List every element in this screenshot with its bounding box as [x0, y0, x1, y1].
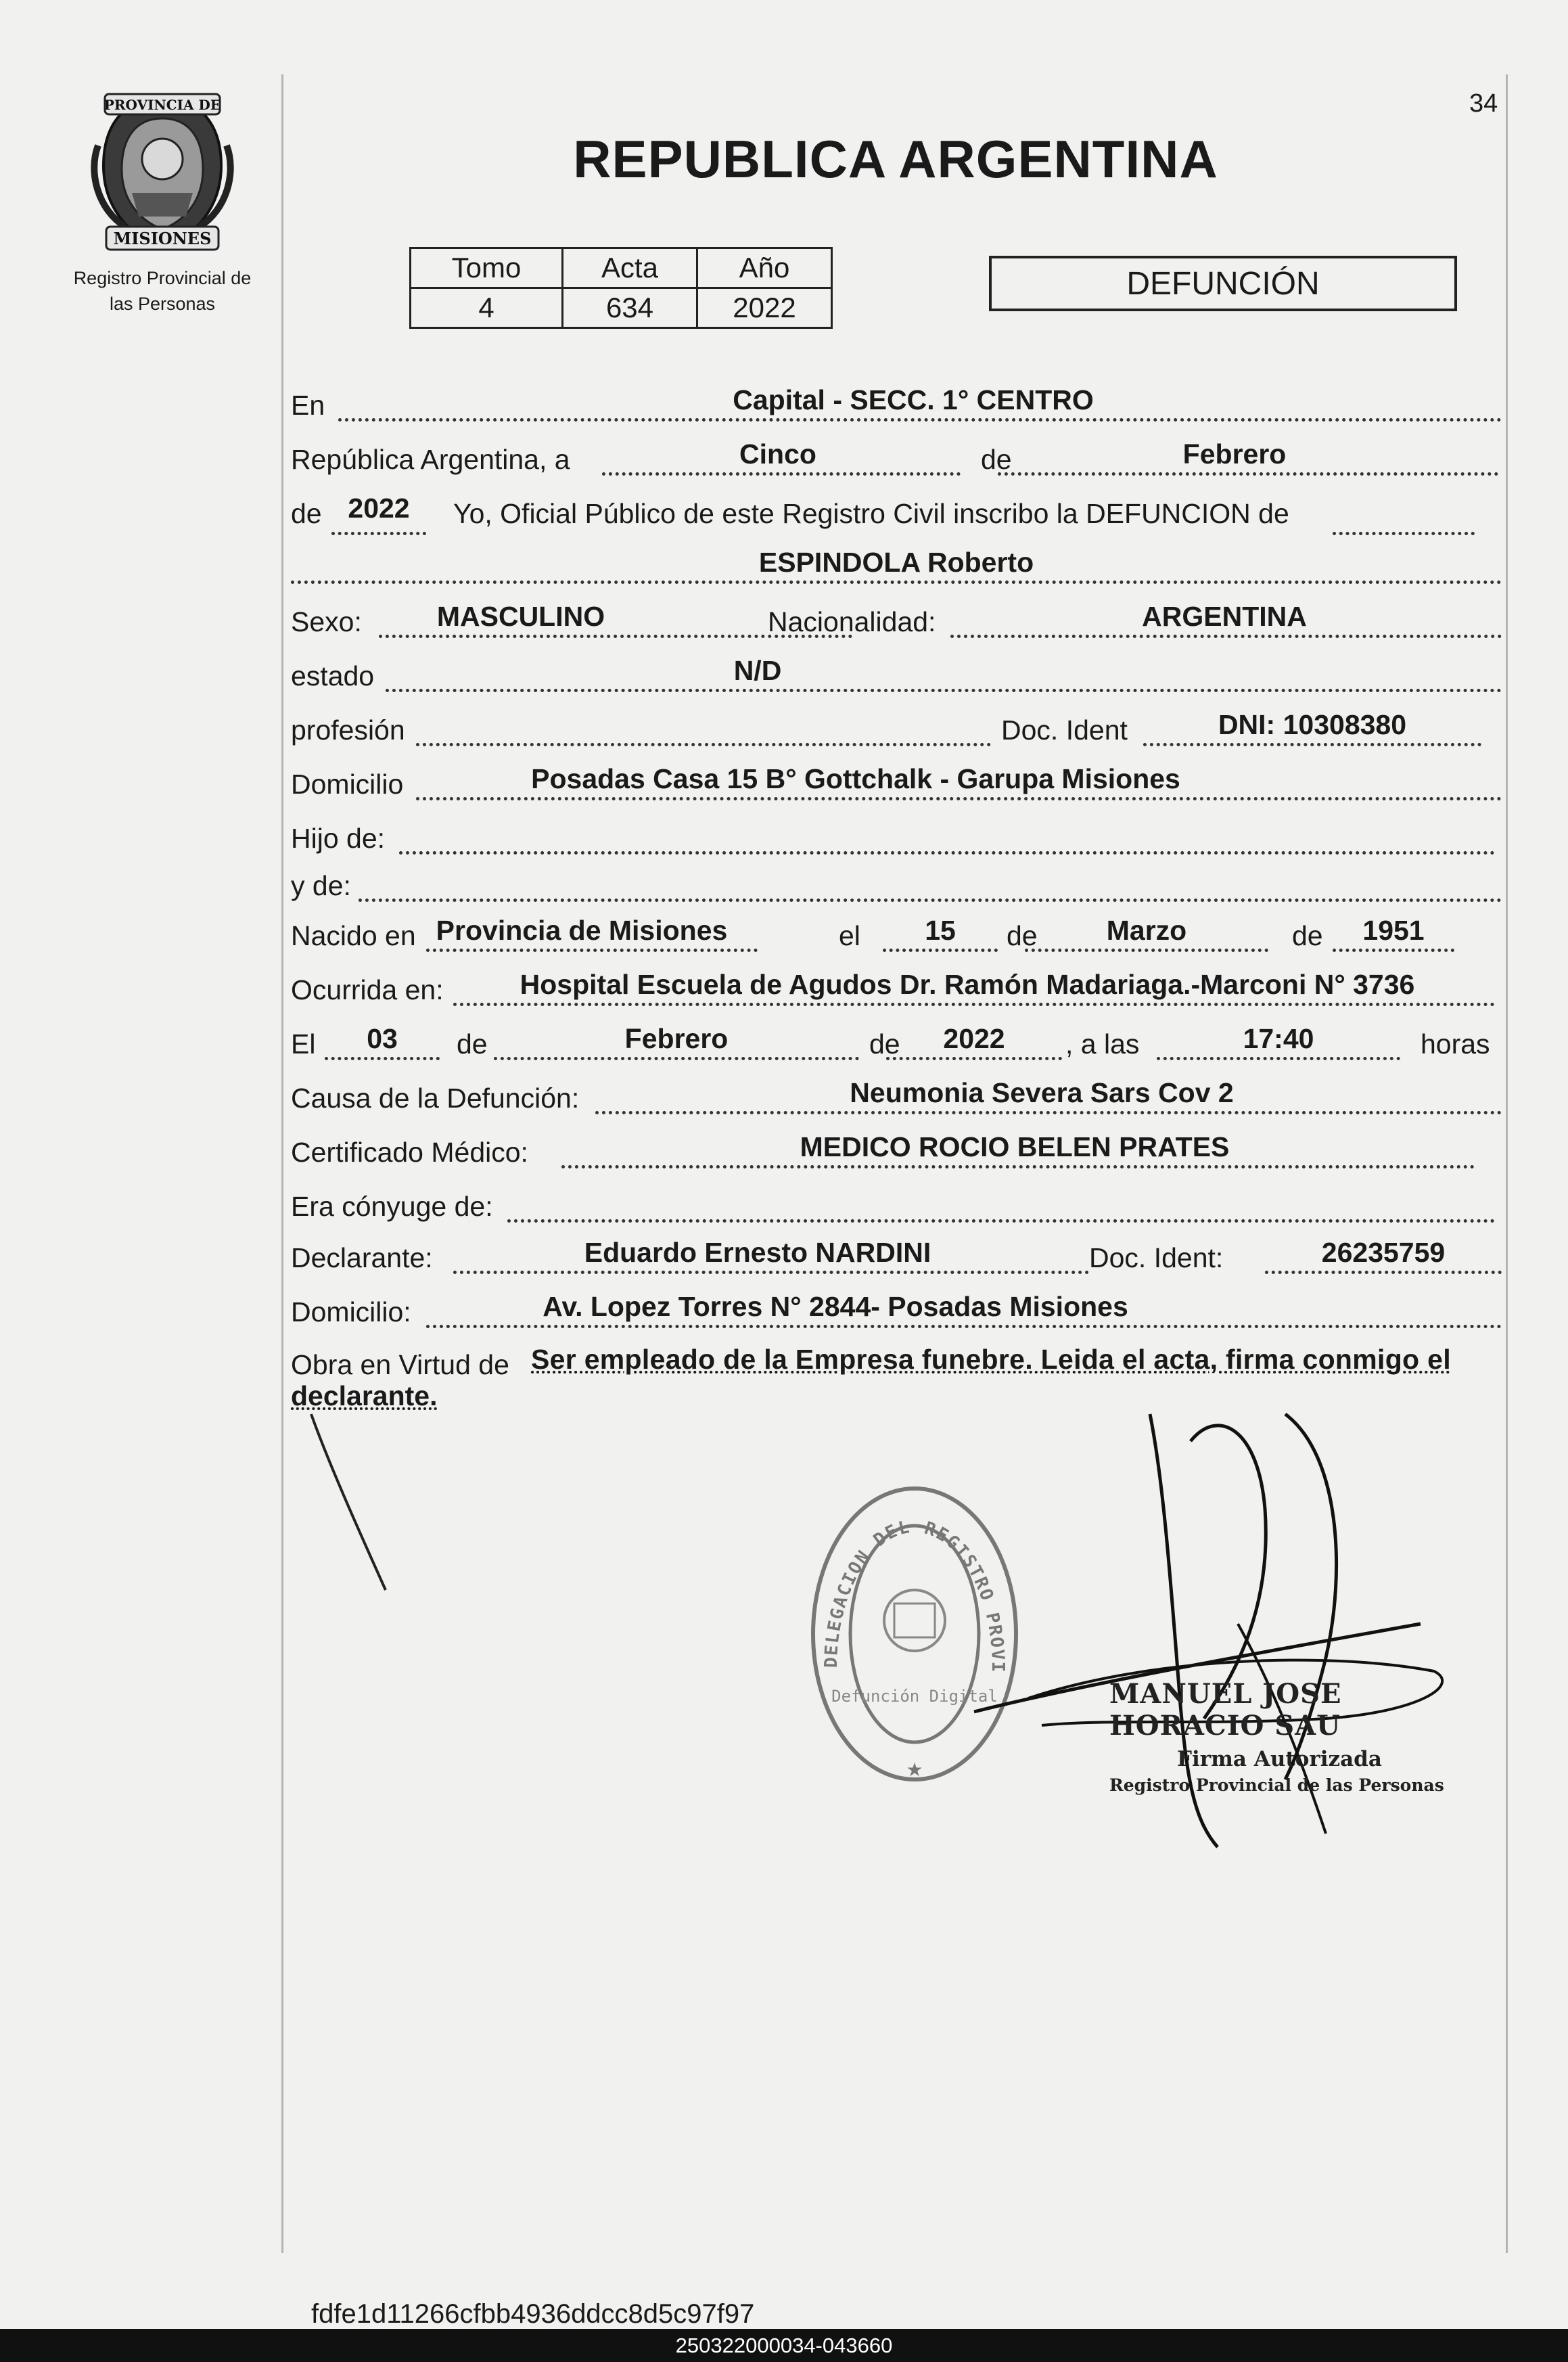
dots: [426, 1325, 1502, 1328]
logo-text-top: PROVINCIA DE: [103, 97, 221, 113]
row-fecha-inscripcion: [291, 437, 1508, 479]
tomo-value: 4: [411, 288, 563, 328]
label-obra-en-virtud: Obra en Virtud de: [291, 1349, 509, 1380]
dots: [561, 1165, 1475, 1168]
dots: [453, 1003, 1495, 1006]
label-certificado: Certificado Médico:: [291, 1137, 528, 1168]
row-y-de: [291, 863, 1508, 905]
row-profesion: [291, 708, 1508, 750]
field-certificado-medico: MEDICO ROCIO BELEN PRATES: [800, 1131, 1230, 1162]
field-doc-ident: DNI: 10308380: [1218, 709, 1407, 740]
dots: [338, 418, 1502, 422]
dots: [1143, 743, 1481, 746]
seal-star-icon: ★: [906, 1759, 923, 1780]
field-anio-inscripcion: 2022: [348, 493, 410, 524]
dots: [595, 1111, 1502, 1114]
field-sexo: MASCULINO: [436, 601, 605, 632]
field-declarante-doc: 26235759: [1321, 1237, 1446, 1268]
field-estado: N/D: [733, 655, 782, 686]
row-domicilio: [291, 762, 1508, 804]
field-ocurrida-en: Hospital Escuela de Agudos Dr. Ramón Madariaga.-Marconi N° 3736: [520, 969, 1415, 1000]
seal-inner-text: Defunción Digital: [831, 1687, 998, 1706]
label-republica: República Argentina, a: [291, 444, 570, 475]
field-nacido-mes: Marzo: [1106, 915, 1187, 946]
dots: [426, 949, 758, 952]
signatory-institution: Registro Provincial de las Personas: [1109, 1775, 1444, 1795]
row-ocurrida: [291, 968, 1508, 1009]
document-hash: fdfe1d11266cfbb4936ddcc8d5c97f97: [311, 2299, 755, 2329]
label-yo-oficial: Yo, Oficial Público de este Registro Civil inscribo la DEFUNCION de: [453, 498, 1289, 529]
dots: [359, 899, 1502, 902]
signatory-name: MANUEL JOSE HORACIO SAU: [1109, 1678, 1342, 1742]
row-nacimiento: [291, 913, 1508, 955]
label-a-las: , a las: [1065, 1028, 1140, 1060]
field-fallecimiento-hora: 17:40: [1243, 1023, 1314, 1054]
dots: [416, 797, 1502, 800]
page-title: REPUBLICA ARGENTINA: [573, 129, 1218, 189]
dots: [886, 1057, 1062, 1060]
dots: [325, 1057, 440, 1060]
row-obra-en-virtud: [291, 1342, 1508, 1411]
dots: [416, 743, 991, 746]
registry-caption: [41, 265, 284, 317]
signature-block: [1109, 1678, 1448, 1795]
label-nacionalidad: Nacionalidad:: [768, 606, 936, 637]
dots: [883, 949, 998, 952]
anio-value: 2022: [697, 288, 832, 328]
document-type-box: DEFUNCIÓN: [989, 256, 1457, 311]
label-ocurrida-en: Ocurrida en:: [291, 974, 444, 1005]
dots: [998, 472, 1498, 476]
row-conyuge: [291, 1184, 1508, 1226]
label-hijo-de: Hijo de:: [291, 823, 386, 854]
row-fecha-fallecimiento: [291, 1022, 1508, 1064]
label-nacido-en: Nacido en: [291, 920, 416, 951]
registry-line1: Registro Provincial de: [73, 268, 252, 288]
label-sexo: Sexo:: [291, 606, 362, 637]
field-domicilio: Posadas Casa 15 B° Gottchalk - Garupa Misiones: [531, 763, 1180, 794]
field-fallecido: ESPINDOLA Roberto: [758, 547, 1034, 578]
field-declarante: Eduardo Ernesto NARDINI: [584, 1237, 931, 1268]
registry-line2: las Personas: [109, 294, 216, 314]
label-de: de: [457, 1028, 488, 1060]
field-nacido-dia: 15: [925, 915, 956, 946]
seal-outer-text: DELEGACION DEL REGISTRO PROVI: [821, 1516, 1009, 1674]
left-margin-line: [281, 74, 283, 2253]
row-hijo-de: [291, 816, 1508, 858]
acta-header: Acta: [563, 248, 697, 288]
row-declarante: [291, 1235, 1508, 1277]
label-de: de: [1007, 920, 1038, 951]
dots: [494, 1057, 859, 1060]
dots: [1025, 949, 1268, 952]
dots: [1265, 1271, 1502, 1274]
label-en: En: [291, 390, 325, 421]
dots: [399, 851, 1495, 855]
field-causa: Neumonia Severa Sars Cov 2: [850, 1077, 1234, 1108]
handwritten-signature: [947, 1401, 1461, 1874]
acta-value: 634: [563, 288, 697, 328]
dots: [386, 689, 1502, 692]
field-dia-inscripcion: Cinco: [739, 438, 816, 470]
field-mes-inscripcion: Febrero: [1182, 438, 1287, 470]
anio-header: Año: [697, 248, 832, 288]
field-nacionalidad: ARGENTINA: [1142, 601, 1307, 632]
field-obra-en-virtud-1: Ser empleado de la Empresa funebre. Leida el acta, firma conmigo el: [531, 1344, 1451, 1375]
dots: [1333, 532, 1475, 535]
row-fallecido: [291, 545, 1508, 587]
label-domicilio-colon: Domicilio:: [291, 1296, 411, 1327]
field-fallecimiento-dia: 03: [367, 1023, 398, 1054]
row-estado: [291, 654, 1508, 696]
record-table: [409, 247, 833, 329]
dots: [453, 1271, 1089, 1274]
signatory-role: Firma Autorizada: [1177, 1747, 1382, 1771]
dots: [1333, 949, 1454, 952]
label-declarante: Declarante:: [291, 1242, 433, 1273]
label-domicilio: Domicilio: [291, 769, 404, 800]
field-declarante-domicilio: Av. Lopez Torres N° 2844- Posadas Misiones: [543, 1291, 1128, 1322]
dots: [291, 581, 1502, 584]
label-de: de: [291, 498, 322, 529]
dots: [1157, 1057, 1400, 1060]
page-number: 34: [1469, 89, 1498, 118]
row-sexo: [291, 599, 1508, 641]
field-obra-en-virtud-2: declarante.: [291, 1380, 438, 1411]
field-lugar: Capital - SECC. 1° CENTRO: [733, 384, 1094, 415]
row-causa: [291, 1076, 1508, 1118]
label-el-upper: El: [291, 1028, 316, 1060]
label-estado: estado: [291, 660, 375, 691]
void-stroke: [298, 1407, 406, 1597]
field-nacido-anio: 1951: [1362, 915, 1425, 946]
tomo-header: Tomo: [411, 248, 563, 288]
row-declarante-domicilio: [291, 1290, 1508, 1332]
label-el: el: [839, 920, 860, 951]
row-certificado: [291, 1130, 1508, 1172]
label-doc-ident-colon: Doc. Ident:: [1089, 1242, 1224, 1273]
dots: [331, 532, 426, 535]
dots: [950, 635, 1502, 638]
dots: [602, 472, 961, 476]
field-fallecimiento-anio: 2022: [943, 1023, 1005, 1054]
label-profesion: profesión: [291, 714, 405, 746]
label-de: de: [981, 444, 1012, 475]
label-horas: horas: [1421, 1028, 1490, 1060]
logo-text-bottom: MISIONES: [113, 229, 212, 248]
row-inscripcion: [291, 491, 1508, 533]
field-fallecimiento-mes: Febrero: [624, 1023, 729, 1054]
row-lugar: [291, 383, 1508, 425]
label-doc-ident: Doc. Ident: [1001, 714, 1128, 746]
label-y-de: y de:: [291, 870, 351, 901]
barcode-strip: [0, 2329, 1568, 2362]
barcode-text: 250322000034-043660: [675, 2334, 893, 2357]
dots: [507, 1219, 1495, 1223]
label-de: de: [869, 1028, 900, 1060]
label-conyuge: Era cónyuge de:: [291, 1191, 493, 1222]
field-nacido-en: Provincia de Misiones: [436, 915, 728, 946]
label-causa: Causa de la Defunción:: [291, 1083, 580, 1114]
label-de: de: [1292, 920, 1323, 951]
